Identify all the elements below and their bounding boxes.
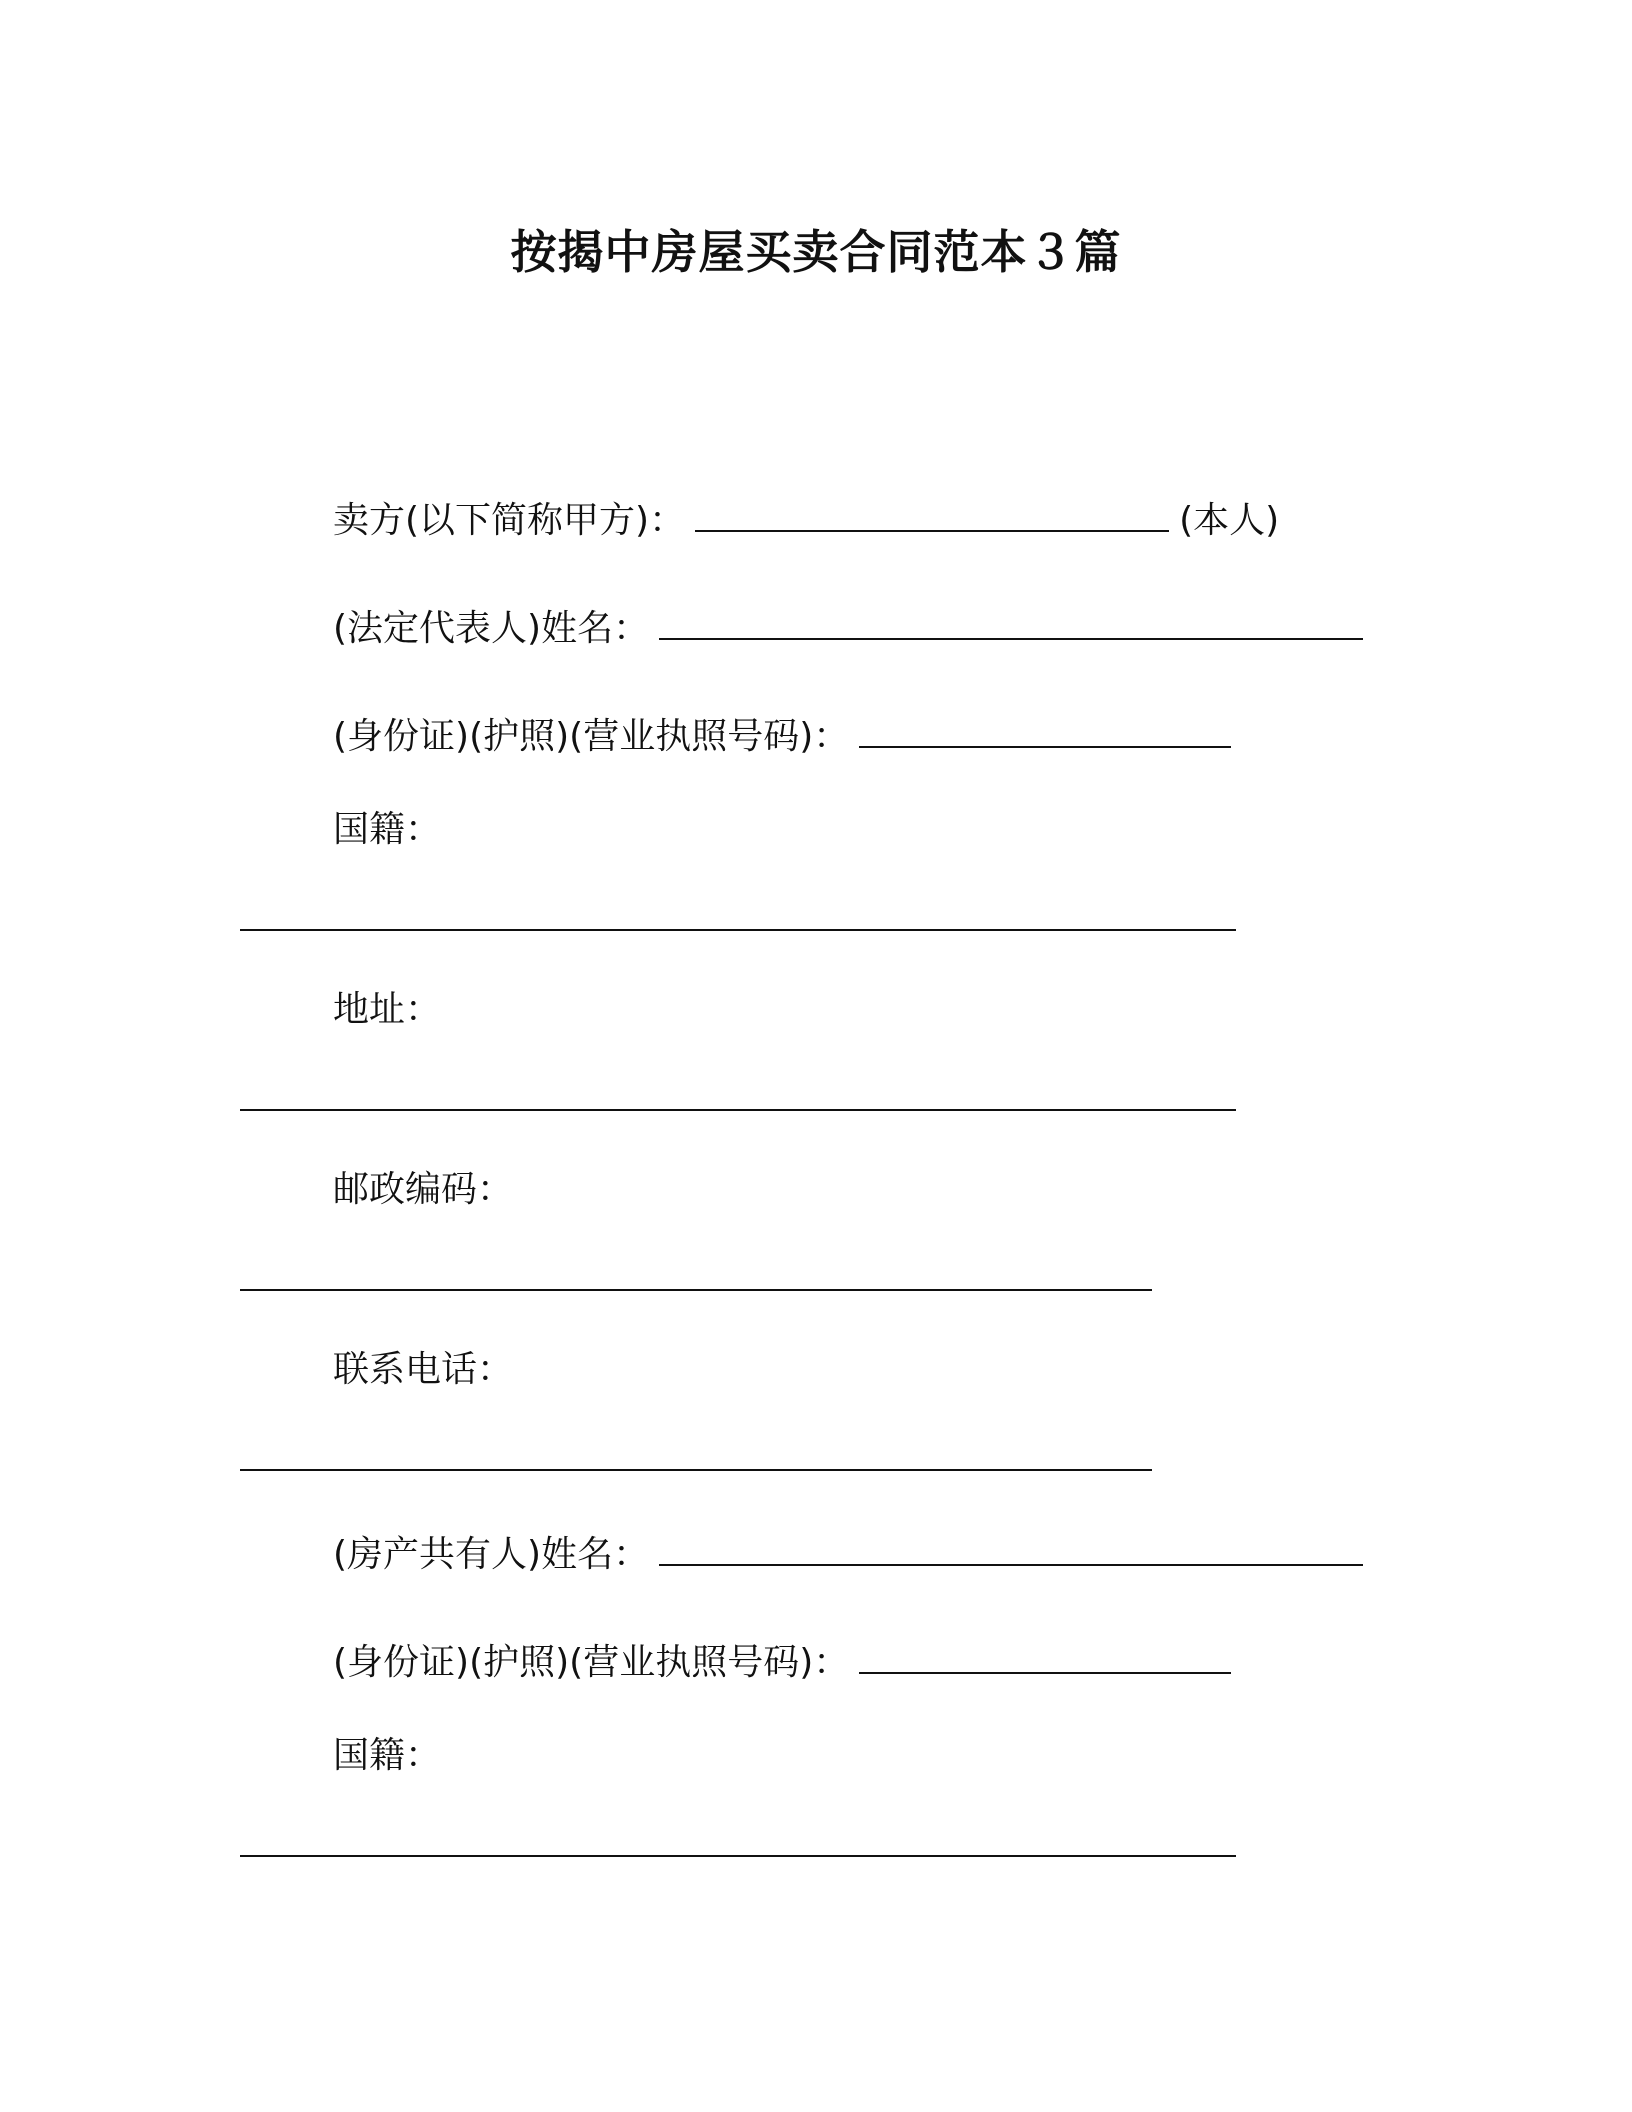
nationality-label: 国籍： <box>333 809 442 850</box>
co-owner-blank[interactable] <box>659 1530 1363 1566</box>
phone-label: 联系电话： <box>333 1349 514 1390</box>
id-label-2: (身份证)(护照)(营业执照号码)： <box>333 1642 850 1683</box>
nationality-label-2: 国籍： <box>333 1735 442 1776</box>
page-title: 按揭中房屋买卖合同范本３篇 <box>510 225 1122 279</box>
id-label: (身份证)(护照)(营业执照号码)： <box>333 716 850 757</box>
id-blank[interactable] <box>859 712 1231 748</box>
nationality-blank-2[interactable] <box>240 1855 1236 1857</box>
postcode-row <box>333 1166 513 1214</box>
id-row-2 <box>333 1638 1241 1687</box>
id-row <box>333 712 1241 761</box>
postcode-label: 邮政编码： <box>333 1169 514 1210</box>
seller-row <box>333 496 1279 545</box>
co-owner-row <box>333 1530 1373 1579</box>
address-label: 地址： <box>333 989 442 1030</box>
address-blank[interactable] <box>240 1109 1236 1111</box>
address-row <box>333 986 441 1034</box>
co-owner-label: (房产共有人)姓名： <box>333 1534 650 1575</box>
phone-row <box>333 1346 513 1394</box>
nationality-row-2 <box>333 1732 441 1780</box>
seller-suffix: (本人) <box>1179 500 1280 541</box>
legal-rep-row <box>333 604 1373 653</box>
phone-blank[interactable] <box>240 1469 1152 1471</box>
legal-rep-blank[interactable] <box>659 604 1363 640</box>
seller-blank[interactable] <box>695 496 1169 532</box>
seller-label: 卖方(以下简称甲方)： <box>333 500 686 541</box>
nationality-blank[interactable] <box>240 929 1236 931</box>
legal-rep-label: (法定代表人)姓名： <box>333 608 650 649</box>
id-blank-2[interactable] <box>859 1638 1231 1674</box>
postcode-blank[interactable] <box>240 1289 1152 1291</box>
nationality-row <box>333 806 441 854</box>
